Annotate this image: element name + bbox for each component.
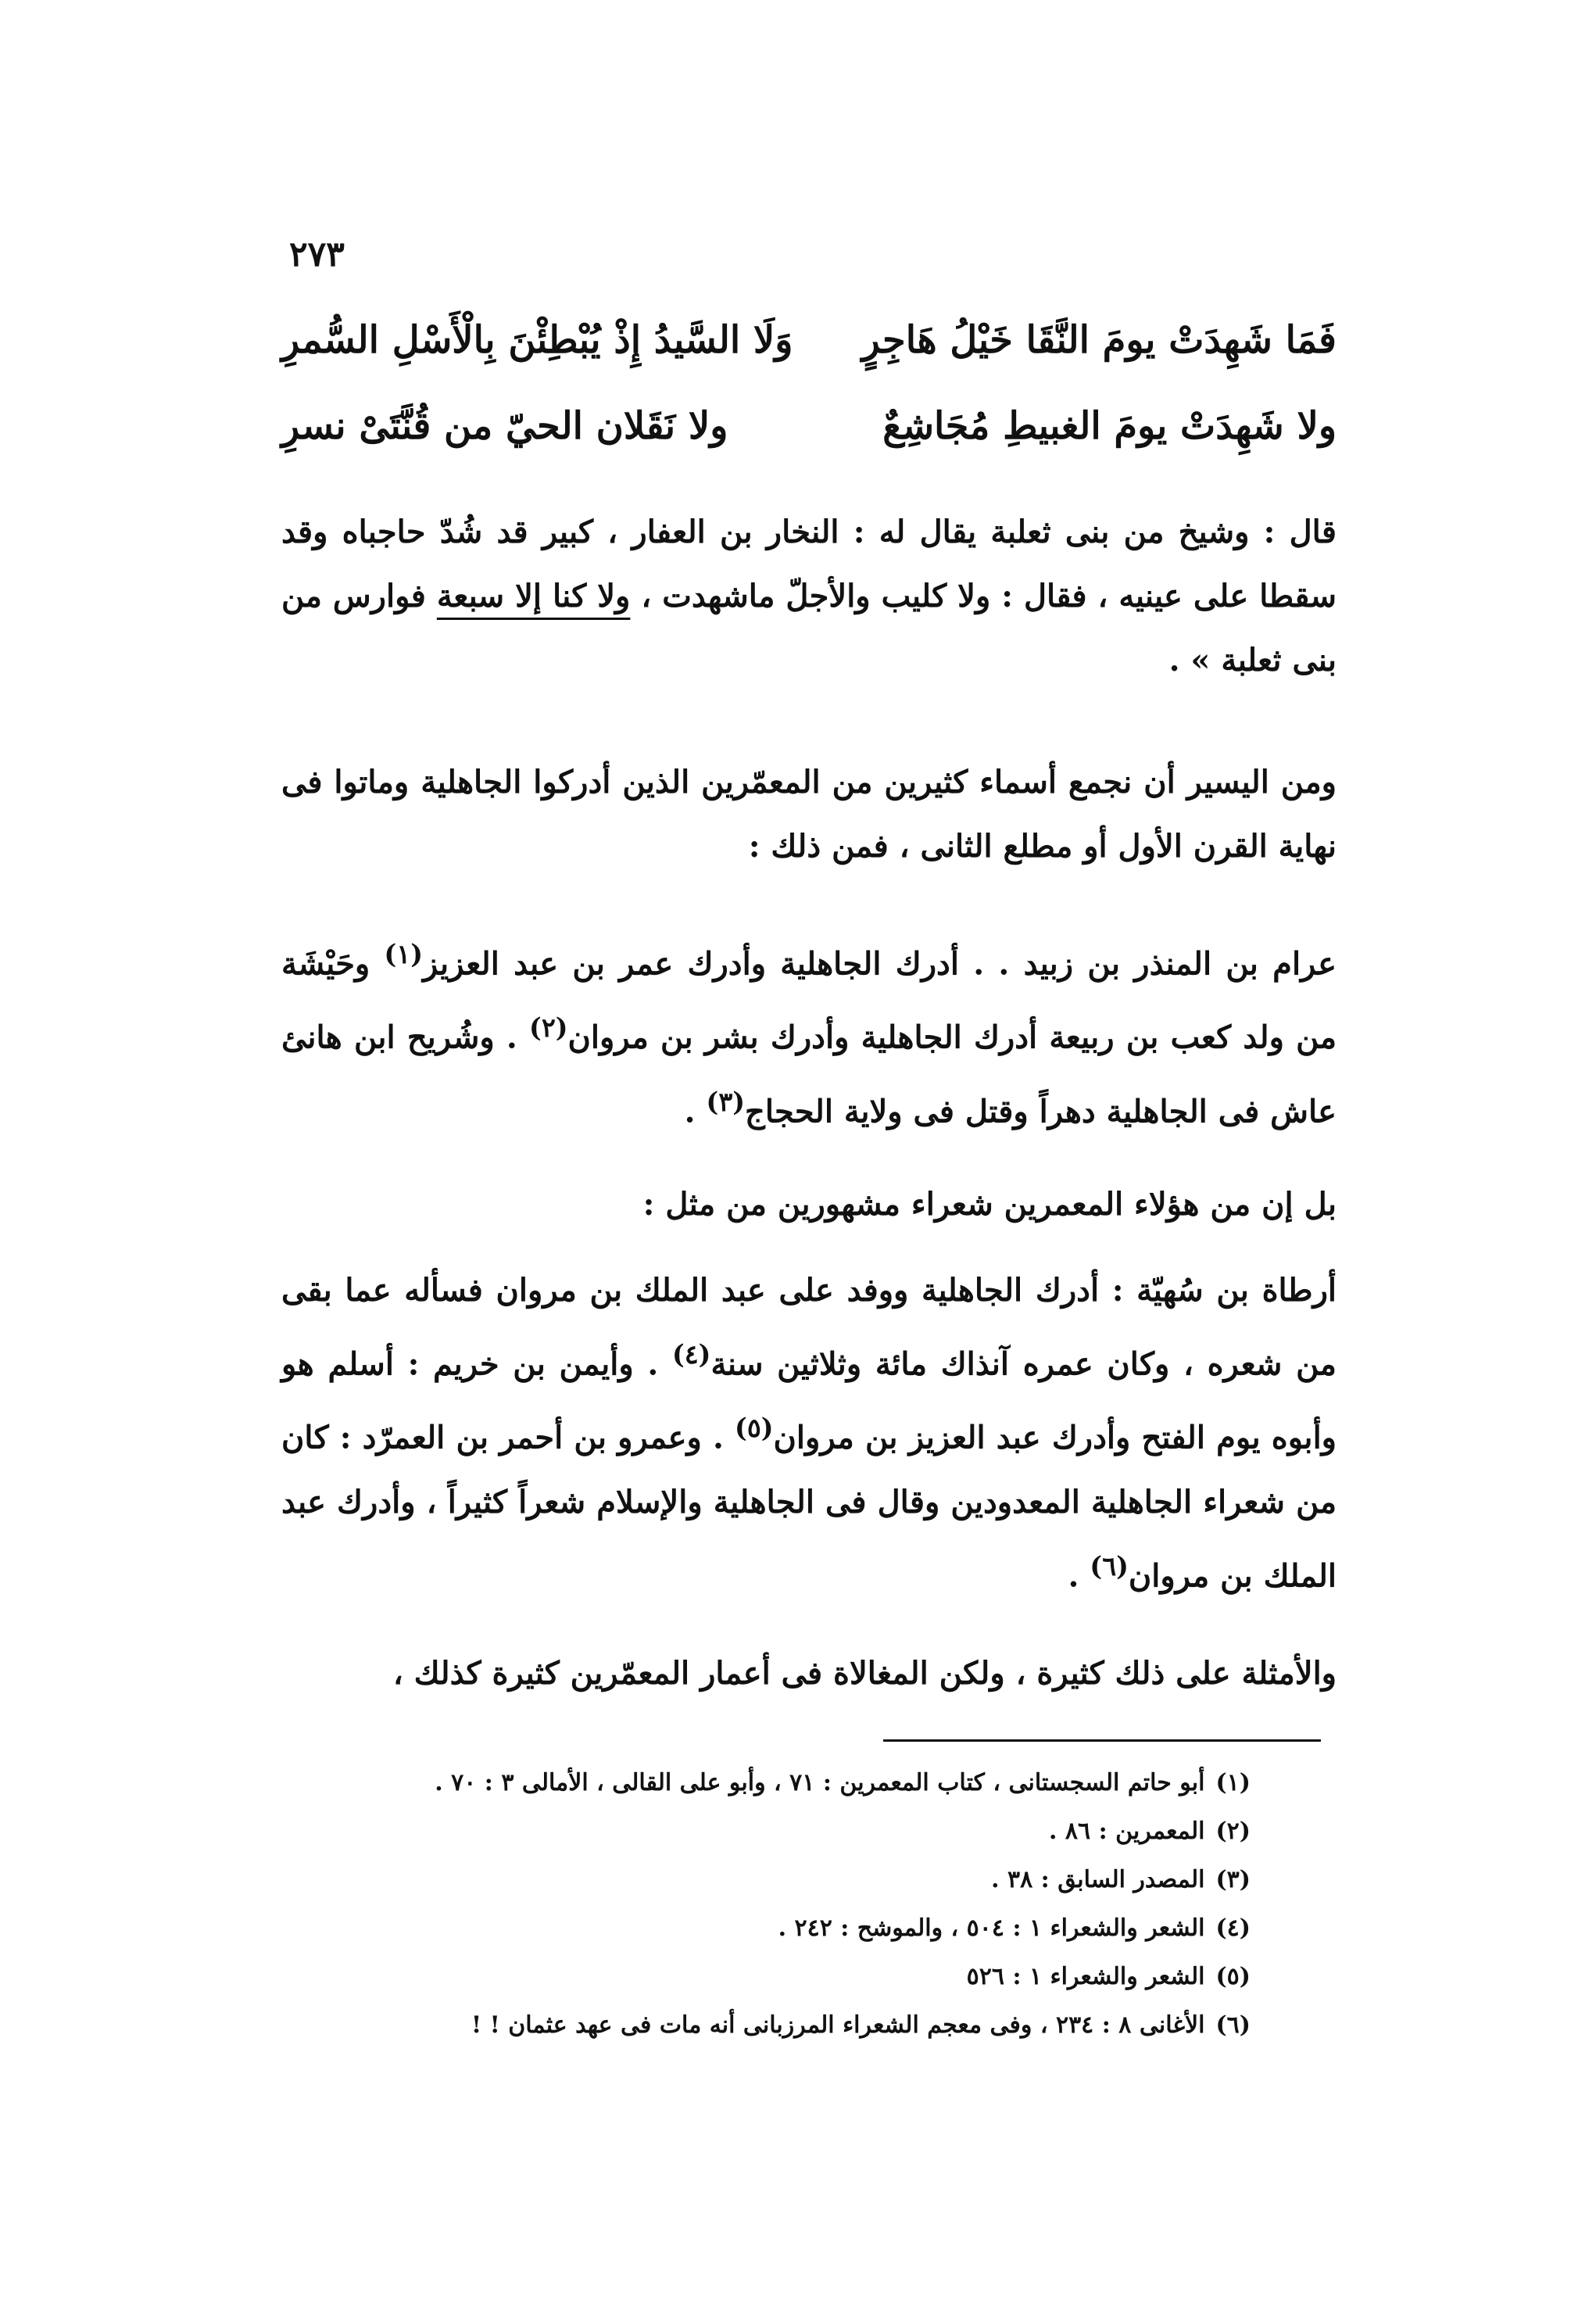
footnote-item: [281, 1759, 1251, 1807]
footnote-text: المعمرين : ٨٦ .: [1049, 1818, 1205, 1845]
paragraph-text: . وأيمن بن خريم : أسلم هو وأبوه يوم الفتح وأدرك عبد العزيز بن مروان: [281, 1345, 1337, 1456]
footnote-ref: (٤): [671, 1339, 711, 1370]
footnote-mark: (٤): [1215, 1914, 1251, 1942]
paragraph-examples: [281, 922, 1337, 1144]
footnote-ref: (٦): [1090, 1550, 1129, 1581]
paragraph-text: عرام بن المنذر بن زبيد . . أدرك الجاهلية وأدرك عمر بن عبد العزيز: [422, 945, 1337, 983]
verse-line: [281, 297, 1337, 383]
footnote-mark: (٣): [1215, 1866, 1251, 1893]
footnote-mark: (٦): [1215, 2011, 1251, 2039]
footnote-item: [281, 1807, 1251, 1856]
verse-second-hemistich: وَلَا السَّيدُ إِذْ يُبْطِئْنَ بِالْأَسْلِ السُّمرِ: [281, 318, 793, 362]
paragraph-shaikh-quote: [281, 500, 1337, 693]
footnote-ref: (٢): [529, 1012, 568, 1044]
underlined-phrase: ولا كنا إلا سبعة: [436, 578, 631, 614]
footnote-text: أبو حاتم السجستانى ، كتاب المعمرين : ٧١ ، وأبو على القالى ، الأمالى ٣ : ٧٠ .: [435, 1769, 1205, 1796]
footnote-text: الشعر والشعراء ١ : ٥٠٤ ، والموشح : ٢٤٢ .: [778, 1914, 1205, 1942]
footnote-mark: (١): [1215, 1769, 1251, 1796]
footnote-item: [281, 1856, 1251, 1904]
paragraph-exaggeration: والأمثلة على ذلك كثيرة ، ولكن المغالاة فى أعمار المعمّرين كثيرة كذلك ،: [392, 1655, 1337, 1692]
footnote-separator: [883, 1739, 1321, 1742]
footnote-text: الأغانى ٨ : ٢٣٤ ، وفى معجم الشعراء المرزبانى أنه مات فى عهد عثمان ! !: [471, 2011, 1205, 2039]
paragraph-text: قال : وشيخ من بنى ثعلبة يقال له : النخار بن العفار ، كبير قد شُدّ حاجباه وقد سقطا على عينيه ، فقال : ولا كليب والأجلّ ماشهدت ،: [281, 514, 1337, 614]
footnotes: [281, 1759, 1251, 2050]
footnote-item: [281, 1904, 1251, 1953]
footnote-item: [281, 2001, 1251, 2050]
footnote-ref: (١): [384, 939, 423, 969]
paragraph-text: أرطاة بن سُهيّة : أدرك الجاهلية ووفد على عبد الملك بن مروان فسأله عما بقى من شعره ، وكان عمره آنذاك مائة وثلاثين سنة: [281, 1272, 1337, 1383]
paragraph-text: . وعمرو بن أحمر بن العمرّد : كان من شعراء الجاهلية المعدودين وقال فى الجاهلية والإسلام شعراً كثيراً ، وأدرك عبد الملك بن مروان: [281, 1419, 1337, 1594]
paragraph-poets-intro: بل إن من هؤلاء المعمرين شعراء مشهورين من مثل :: [642, 1186, 1337, 1223]
verse-first-hemistich: ولا شَهِدَتْ يومَ الغبيطِ مُجَاشِعٌ: [882, 404, 1337, 448]
paragraph-poets: [281, 1259, 1337, 1608]
footnote-ref: (٥): [735, 1413, 774, 1444]
paragraph-text: فوارس من بنى ثعلبة » .: [281, 578, 1337, 679]
paragraph-text: .: [1068, 1556, 1090, 1594]
footnote-ref: (٣): [706, 1086, 745, 1117]
paragraph-intro-muammarin: ومن اليسير أن نجمع أسماء كثيرين من المعمّرين الذين أدركوا الجاهلية وماتوا فى نهاية القرن الأول أو مطلع الثانى ، فمن ذلك :: [281, 764, 1337, 865]
poem-verses: [281, 297, 1337, 469]
paragraph-text: .: [684, 1092, 707, 1130]
verse-second-hemistich: ولا نَقَلان الحيّ من قُنَّتَىْ نسرِ: [281, 404, 728, 448]
page-number: ٢٧٣: [289, 235, 345, 274]
footnote-text: الشعر والشعراء ١ : ٥٢٦: [966, 1963, 1205, 1990]
footnote-mark: (٢): [1215, 1818, 1251, 1845]
footnote-text: المصدر السابق : ٣٨ .: [991, 1866, 1205, 1893]
footnote-item: [281, 1953, 1251, 2001]
verse-line: [281, 383, 1337, 469]
paragraph-text: وحَيْشَة من ولد كعب بن ربيعة أدرك الجاهلية وأدرك بشر بن مروان: [281, 945, 1337, 1056]
footnote-mark: (٥): [1215, 1963, 1251, 1990]
paragraph-text: . وشُريح ابن هانئ عاش فى الجاهلية دهراً وقتل فى ولاية الحجاج: [281, 1019, 1337, 1130]
verse-first-hemistich: فَمَا شَهِدَتْ يومَ النَّقَا خَيْلُ هَاجِرٍ: [861, 318, 1337, 362]
